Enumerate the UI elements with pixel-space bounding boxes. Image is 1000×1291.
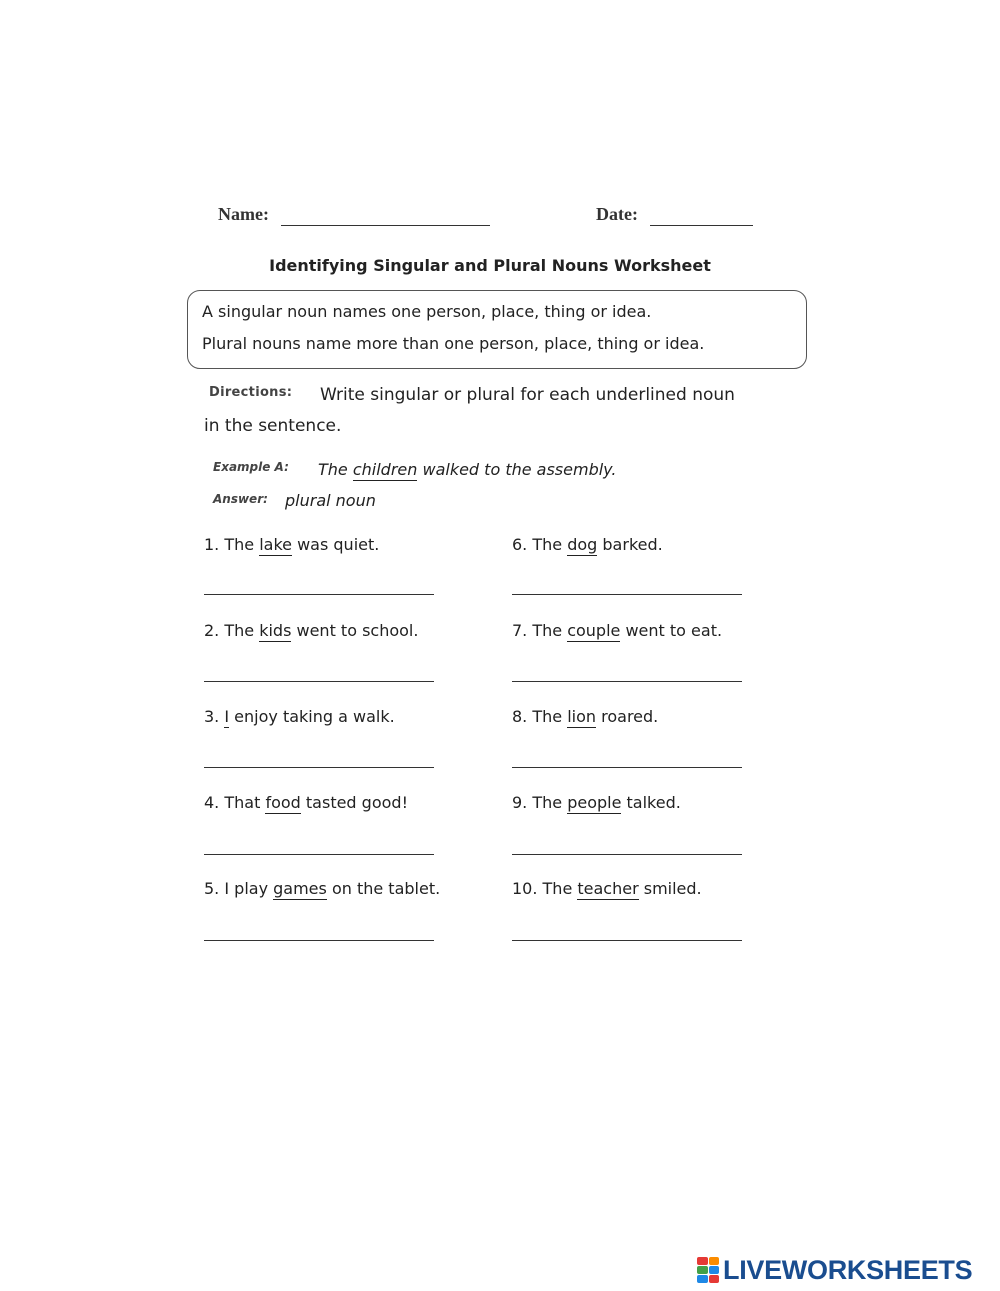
example-after: walked to the assembly. bbox=[417, 460, 617, 479]
question-text: 10. The bbox=[512, 879, 578, 898]
underlined-noun: couple bbox=[567, 621, 621, 640]
question-text: talked. bbox=[621, 793, 681, 812]
question-text: smiled. bbox=[638, 879, 702, 898]
directions-label: Directions: bbox=[209, 385, 293, 400]
answer-line-1[interactable] bbox=[204, 594, 434, 595]
question-7 bbox=[512, 621, 722, 640]
answer-label: Answer: bbox=[213, 492, 268, 506]
answer-line-6[interactable] bbox=[512, 594, 742, 595]
question-text: was quiet. bbox=[292, 535, 380, 554]
underlined-noun: people bbox=[567, 793, 622, 812]
worksheet-title: Identifying Singular and Plural Nouns Worksheet bbox=[269, 256, 711, 275]
example-answer: plural noun bbox=[285, 491, 376, 510]
question-text: 7. The bbox=[512, 621, 568, 640]
example-underlined-noun: children bbox=[352, 460, 418, 479]
answer-line-2[interactable] bbox=[204, 681, 434, 682]
underlined-noun: lake bbox=[259, 535, 292, 554]
question-text: barked. bbox=[597, 535, 663, 554]
underlined-noun: lion bbox=[567, 707, 597, 726]
directions-text-line-1: Write singular or plural for each underlined noun bbox=[320, 385, 735, 405]
example-before: The bbox=[318, 460, 353, 479]
answer-line-3[interactable] bbox=[204, 767, 434, 768]
question-text: 2. The bbox=[204, 621, 260, 640]
question-text: tasted good! bbox=[300, 793, 408, 812]
question-text: went to school. bbox=[291, 621, 419, 640]
underlined-noun: teacher bbox=[577, 879, 639, 898]
liveworksheets-logo bbox=[697, 1255, 972, 1285]
question-text: 6. The bbox=[512, 535, 568, 554]
example-label: Example A: bbox=[213, 460, 289, 474]
question-2 bbox=[204, 621, 418, 640]
question-text: 5. I play bbox=[204, 879, 274, 898]
question-text: on the tablet. bbox=[326, 879, 441, 898]
question-10 bbox=[512, 879, 702, 898]
question-9 bbox=[512, 793, 681, 812]
directions-text-line-2: in the sentence. bbox=[204, 416, 342, 436]
name-label: Name: bbox=[218, 204, 269, 224]
logo-wordmark: LIVEWORKSHEETS bbox=[723, 1254, 973, 1285]
question-text: 1. The bbox=[204, 535, 260, 554]
plural-definition: Plural nouns name more than one person, place, thing or idea. bbox=[202, 334, 705, 353]
answer-line-9[interactable] bbox=[512, 854, 742, 855]
date-label: Date: bbox=[596, 204, 638, 224]
answer-line-7[interactable] bbox=[512, 681, 742, 682]
question-text: roared. bbox=[596, 707, 659, 726]
question-5 bbox=[204, 879, 440, 898]
question-text: 8. The bbox=[512, 707, 568, 726]
question-text: went to eat. bbox=[620, 621, 723, 640]
question-text: enjoy taking a walk. bbox=[229, 707, 395, 726]
underlined-noun: kids bbox=[259, 621, 292, 640]
underlined-noun: games bbox=[273, 879, 327, 898]
example-sentence bbox=[318, 460, 616, 479]
singular-definition: A singular noun names one person, place, thing or idea. bbox=[202, 302, 652, 321]
question-3 bbox=[204, 707, 395, 726]
question-6 bbox=[512, 535, 663, 554]
answer-line-5[interactable] bbox=[204, 940, 434, 941]
question-text: 4. That bbox=[204, 793, 266, 812]
question-1 bbox=[204, 535, 379, 554]
question-8 bbox=[512, 707, 658, 726]
answer-line-10[interactable] bbox=[512, 940, 742, 941]
question-text: 9. The bbox=[512, 793, 568, 812]
liveworksheets-tiles-icon bbox=[697, 1257, 719, 1283]
underlined-noun: dog bbox=[567, 535, 598, 554]
name-blank-line bbox=[281, 225, 490, 226]
underlined-noun: I bbox=[224, 707, 230, 726]
question-4 bbox=[204, 793, 408, 812]
answer-line-8[interactable] bbox=[512, 767, 742, 768]
date-blank-line bbox=[650, 225, 753, 226]
answer-line-4[interactable] bbox=[204, 854, 434, 855]
question-text: 3. bbox=[204, 707, 225, 726]
underlined-noun: food bbox=[265, 793, 301, 812]
